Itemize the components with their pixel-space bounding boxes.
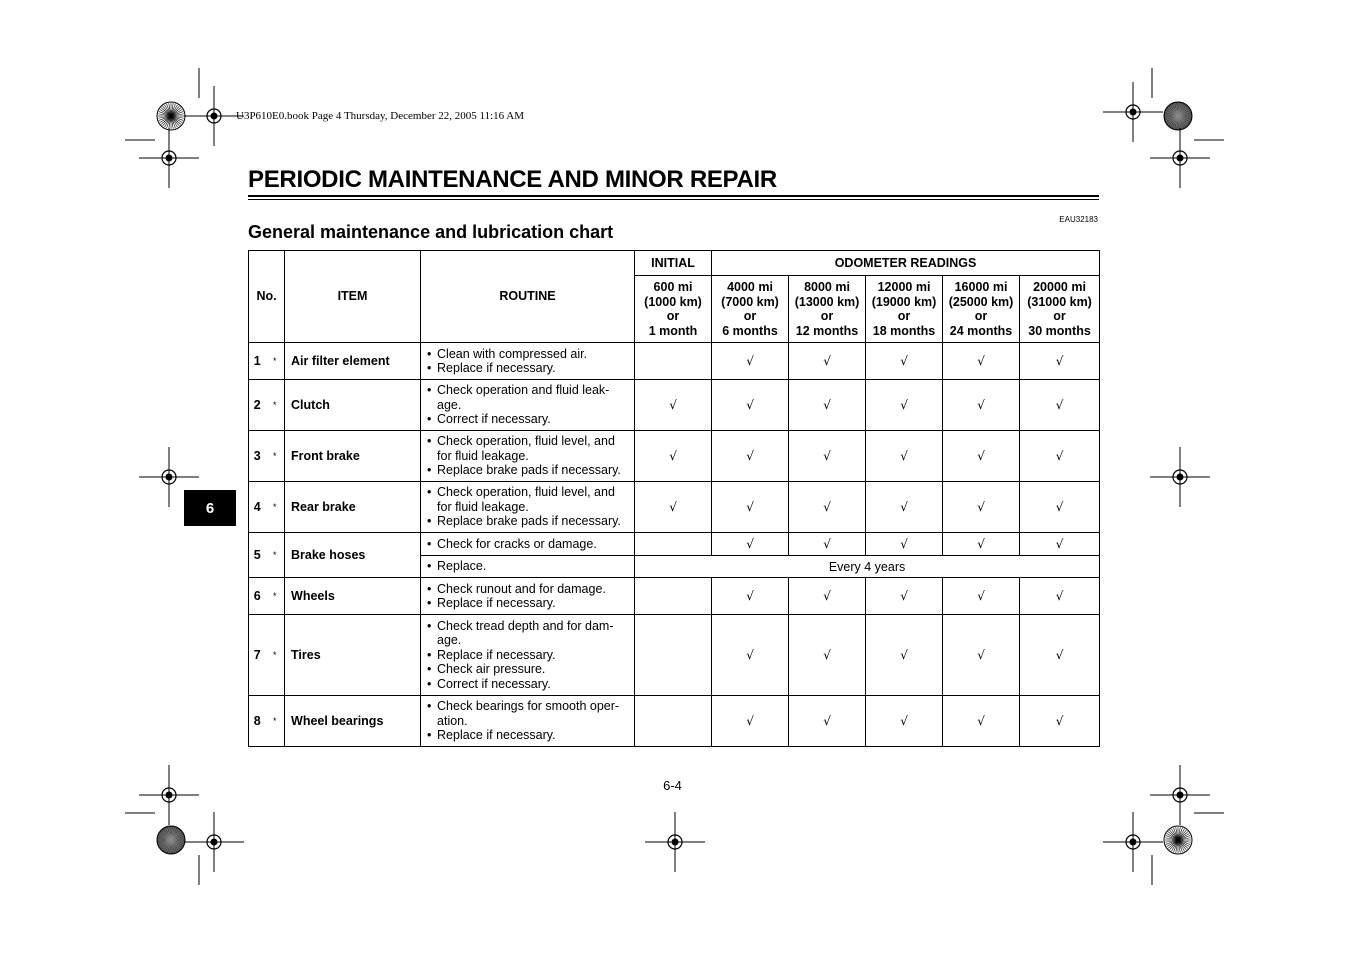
registration-cross-mark (184, 86, 244, 146)
row-star: * (266, 380, 285, 431)
interval-span-cell: Every 4 years (635, 556, 1100, 578)
routine-step: • Replace brake pads if necessary. (427, 463, 630, 478)
table-row (249, 482, 1100, 533)
routine-step: • Check air pressure. (427, 662, 630, 677)
routine-step: • Replace if necessary. (427, 728, 630, 743)
check-cell: √ (1020, 380, 1100, 431)
routine-step: • Check for cracks or damage. (427, 537, 630, 552)
routine-step: • Replace if necessary. (427, 596, 630, 611)
header-interval-line: or (666, 309, 680, 323)
check-cell: √ (789, 615, 866, 696)
header-interval-line: 16000 mi (954, 280, 1008, 294)
check-cell: √ (789, 431, 866, 482)
section-title: General maintenance and lubrication chart (248, 222, 614, 242)
item-name: Front brake (285, 431, 421, 482)
routine-list (427, 699, 630, 743)
header-interval-line: 12000 mi (877, 280, 931, 294)
routine-step: • Correct if necessary. (427, 677, 630, 692)
check-cell: √ (789, 696, 866, 747)
item-name: Clutch (285, 380, 421, 431)
item-name: Wheels (285, 578, 421, 615)
routine-list (427, 619, 630, 692)
check-cell: √ (789, 482, 866, 533)
check-cell: √ (943, 482, 1020, 533)
check-cell: √ (789, 380, 866, 431)
chapter-tab: 6 (184, 490, 236, 526)
routine-step: • Replace brake pads if necessary. (427, 514, 630, 529)
row-star: * (266, 578, 285, 615)
row-star: * (266, 431, 285, 482)
row-star: * (266, 696, 285, 747)
row-number: 1 (249, 343, 266, 380)
header-interval (635, 276, 712, 343)
registration-cross-mark (139, 765, 199, 825)
check-cell: √ (943, 615, 1020, 696)
routine-list (427, 559, 630, 574)
header-interval-line: or (897, 309, 911, 323)
header-interval-line: 6 months (722, 323, 778, 338)
check-cell: √ (1020, 615, 1100, 696)
check-cell: √ (866, 696, 943, 747)
header-interval-line: 600 mi (653, 280, 693, 294)
routine-list (427, 582, 630, 611)
item-name: Tires (285, 615, 421, 696)
header-interval (1020, 276, 1100, 343)
registration-cross-mark (1150, 447, 1210, 507)
check-cell (635, 578, 712, 615)
item-name: Wheel bearings (285, 696, 421, 747)
check-cell: √ (712, 380, 789, 431)
routine-cell (421, 343, 635, 380)
check-cell: √ (866, 578, 943, 615)
registration-spoke-mark (157, 102, 185, 130)
routine-list (427, 537, 630, 552)
check-cell: √ (712, 482, 789, 533)
header-no: No. (249, 251, 285, 343)
check-cell: √ (789, 343, 866, 380)
row-number: 2 (249, 380, 266, 431)
header-interval-line: (31000 km) (1027, 294, 1092, 309)
routine-step: • Replace if necessary. (427, 648, 630, 663)
registration-cross-mark (1150, 128, 1210, 188)
registration-cross-mark (1150, 765, 1210, 825)
page-number: 6-4 (663, 778, 682, 793)
header-interval (712, 276, 789, 343)
check-cell: √ (866, 431, 943, 482)
header-initial: INITIAL (635, 251, 712, 276)
row-star: * (266, 482, 285, 533)
check-cell (635, 615, 712, 696)
routine-step: • Check operation, fluid level, and for fluid leakage. (427, 434, 630, 463)
routine-cell (421, 615, 635, 696)
row-number: 8 (249, 696, 266, 747)
routine-cell (421, 431, 635, 482)
header-item: ITEM (285, 251, 421, 343)
routine-list (427, 383, 630, 427)
registration-spoke-mark (157, 826, 185, 854)
routine-step: • Replace if necessary. (427, 361, 630, 376)
check-cell: √ (789, 533, 866, 556)
routine-step: • Check tread depth and for dam-age. (427, 619, 630, 648)
registration-spoke-mark (1164, 826, 1192, 854)
check-cell: √ (635, 482, 712, 533)
maintenance-chart (248, 250, 1100, 747)
routine-step: • Check operation and fluid leak-age. (427, 383, 630, 412)
header-interval-line: 12 months (795, 323, 859, 338)
header-interval-line: (13000 km) (794, 294, 860, 309)
header-interval-line: or (820, 309, 834, 323)
page-title: PERIODIC MAINTENANCE AND MINOR REPAIR (248, 166, 777, 193)
header-interval-line: (19000 km) (871, 294, 937, 309)
routine-step: • Clean with compressed air. (427, 347, 630, 362)
header-interval (866, 276, 943, 343)
header-routine: ROUTINE (421, 251, 635, 343)
check-cell: √ (635, 431, 712, 482)
header-interval-line: 30 months (1028, 323, 1091, 338)
header-interval-line: 4000 mi (727, 280, 773, 294)
check-cell: √ (866, 615, 943, 696)
registration-spoke-mark (1164, 102, 1192, 130)
header-interval (943, 276, 1020, 343)
header-interval (789, 276, 866, 343)
row-number: 5 (249, 533, 266, 578)
check-cell: √ (712, 533, 789, 556)
header-interval-line: or (974, 309, 988, 323)
check-cell: √ (943, 578, 1020, 615)
routine-step: • Check operation, fluid level, and for fluid leakage. (427, 485, 630, 514)
check-cell: √ (712, 431, 789, 482)
table-row (249, 615, 1100, 696)
routine-cell (421, 578, 635, 615)
table-row (249, 343, 1100, 380)
routine-cell (421, 380, 635, 431)
header-interval-line: 8000 mi (804, 280, 850, 294)
book-info-line: U3P610E0.book Page 4 Thursday, December 22, 2005 11:16 AM (236, 110, 525, 122)
table-row (249, 431, 1100, 482)
routine-list (427, 485, 630, 529)
registration-cross-mark (1103, 812, 1163, 872)
check-cell: √ (712, 696, 789, 747)
check-cell: √ (1020, 696, 1100, 747)
row-star: * (266, 533, 285, 578)
routine-step: • Check runout and for damage. (427, 582, 630, 597)
header-interval-line: 18 months (872, 323, 936, 338)
check-cell: √ (1020, 533, 1100, 556)
row-number: 3 (249, 431, 266, 482)
check-cell: √ (943, 696, 1020, 747)
header-interval-line: (7000 km) (721, 294, 779, 309)
check-cell: √ (943, 533, 1020, 556)
header-odometer: ODOMETER READINGS (712, 251, 1100, 276)
routine-cell (421, 556, 635, 578)
check-cell: √ (866, 380, 943, 431)
registration-cross-mark (645, 812, 705, 872)
routine-list (427, 434, 630, 478)
row-star: * (266, 343, 285, 380)
check-cell (635, 343, 712, 380)
routine-list (427, 347, 630, 376)
registration-cross-mark (184, 812, 244, 872)
header-interval-line: 1 month (648, 323, 698, 338)
check-cell: √ (1020, 578, 1100, 615)
check-cell: √ (712, 578, 789, 615)
check-cell: √ (712, 615, 789, 696)
routine-step: • Replace. (427, 559, 630, 574)
check-cell: √ (1020, 482, 1100, 533)
row-star: * (266, 615, 285, 696)
check-cell: √ (866, 343, 943, 380)
routine-step: • Correct if necessary. (427, 412, 630, 427)
check-cell: √ (943, 431, 1020, 482)
registration-cross-mark (1103, 82, 1163, 142)
check-cell: √ (789, 578, 866, 615)
table-row (249, 696, 1100, 747)
check-cell: √ (943, 380, 1020, 431)
registration-cross-mark (139, 128, 199, 188)
row-number: 6 (249, 578, 266, 615)
item-name: Brake hoses (285, 533, 421, 578)
check-cell: √ (866, 533, 943, 556)
header-interval-line: (1000 km) (644, 294, 702, 309)
row-number: 4 (249, 482, 266, 533)
document-code: EAU32183 (1059, 215, 1098, 224)
header-interval-line: or (743, 309, 757, 323)
check-cell: √ (943, 343, 1020, 380)
check-cell (635, 533, 712, 556)
header-interval-line: (25000 km) (948, 294, 1014, 309)
title-rule-thick (248, 195, 1099, 197)
title-rule-thin (248, 199, 1099, 200)
routine-step: • Check bearings for smooth oper-ation. (427, 699, 630, 728)
header-interval-line: or (1053, 309, 1066, 323)
check-cell: √ (1020, 343, 1100, 380)
item-name: Rear brake (285, 482, 421, 533)
table-row (249, 380, 1100, 431)
check-cell: √ (866, 482, 943, 533)
check-cell: √ (712, 343, 789, 380)
table-row (249, 533, 1100, 556)
check-cell: √ (1020, 431, 1100, 482)
header-interval-line: 20000 mi (1033, 280, 1086, 294)
table-row (249, 578, 1100, 615)
item-name: Air filter element (285, 343, 421, 380)
routine-cell (421, 533, 635, 556)
check-cell (635, 696, 712, 747)
routine-cell (421, 696, 635, 747)
row-number: 7 (249, 615, 266, 696)
header-interval-line: 24 months (949, 323, 1013, 338)
check-cell: √ (635, 380, 712, 431)
routine-cell (421, 482, 635, 533)
